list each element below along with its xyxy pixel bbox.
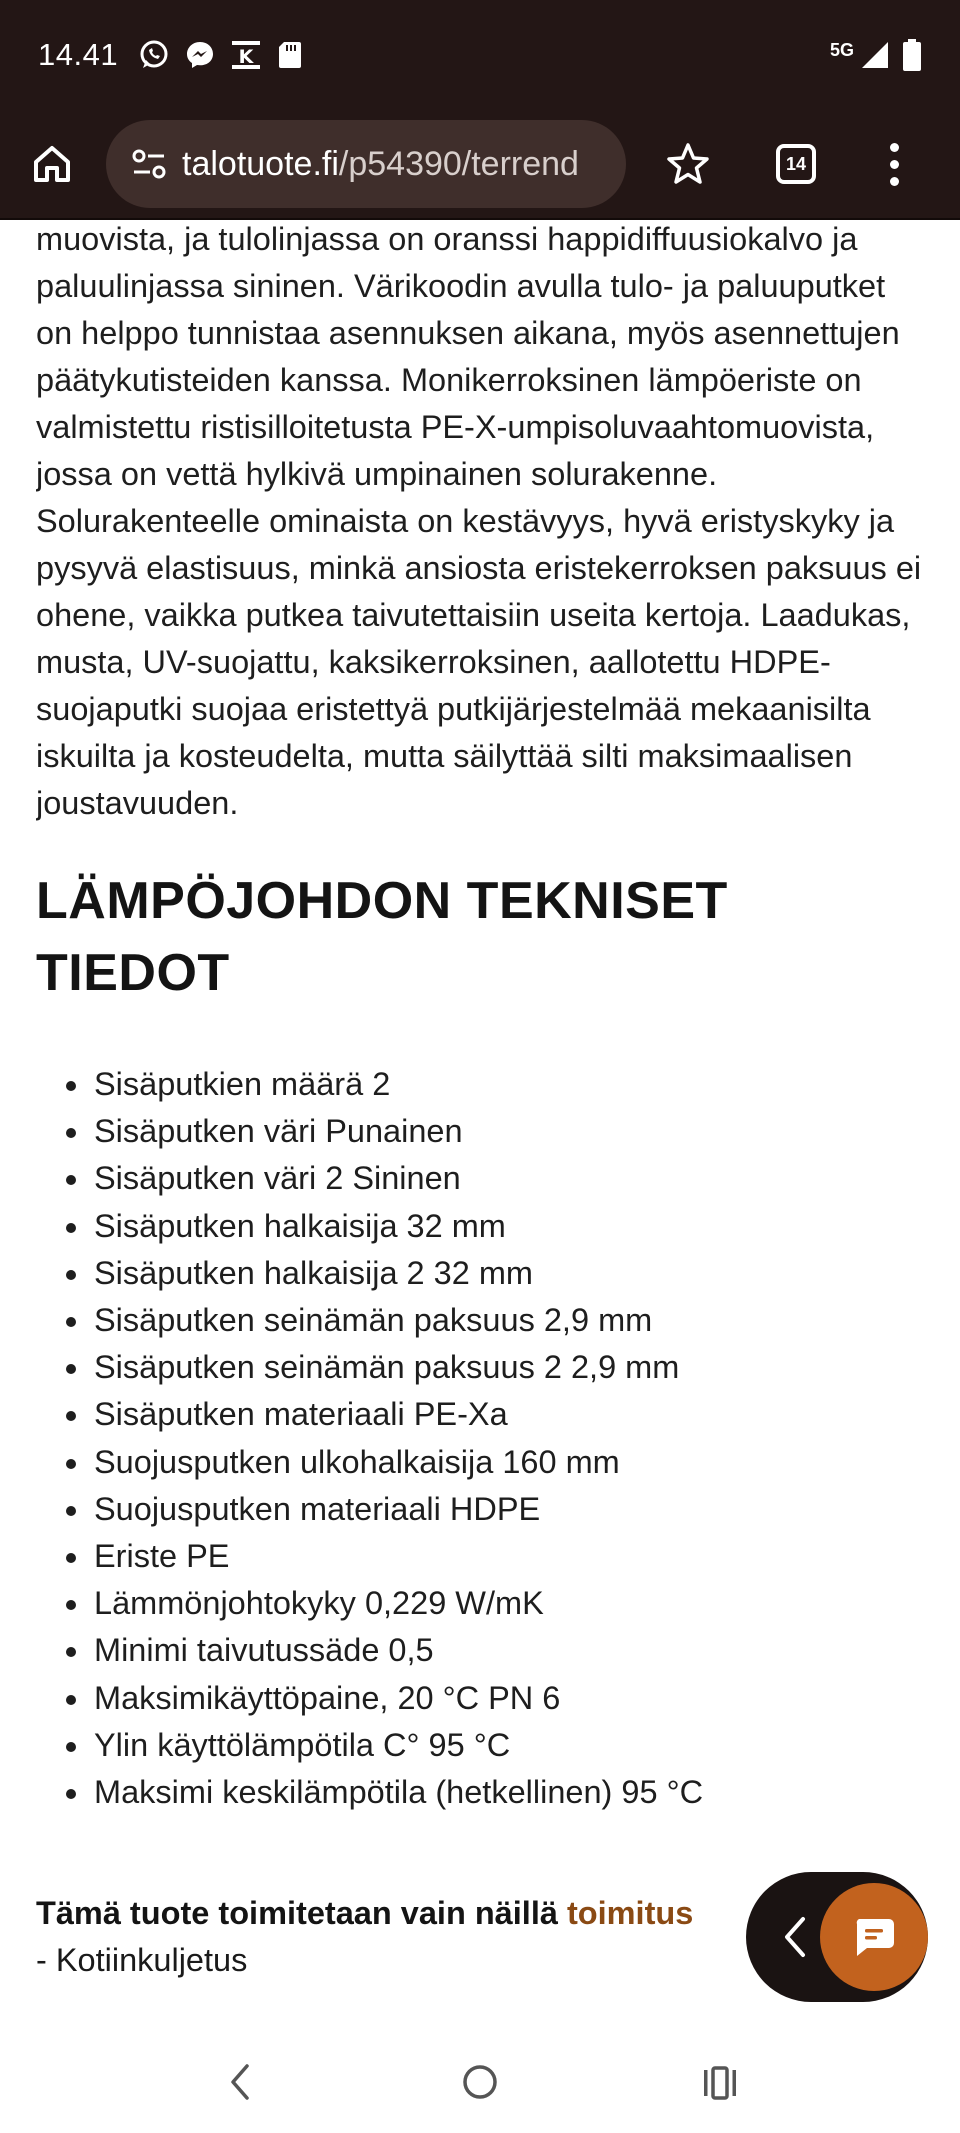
star-icon — [665, 141, 711, 187]
spec-item: Sisäputken halkaisija 2 32 mm — [94, 1250, 924, 1297]
delivery-link[interactable]: toimitus — [566, 1895, 694, 1932]
page-content — [36, 220, 924, 2020]
messenger-icon — [184, 39, 216, 71]
status-bar — [0, 0, 960, 110]
url-text — [182, 145, 579, 184]
spec-item: Sisäputken materiaali PE-Xa — [94, 1391, 924, 1438]
more-icon-dot — [890, 160, 899, 169]
site-settings-icon[interactable] — [130, 145, 168, 183]
recents-icon — [700, 2062, 740, 2102]
home-icon — [30, 142, 74, 186]
tabs-button[interactable] — [764, 132, 828, 196]
back-icon — [225, 2062, 255, 2102]
spec-item: Sisäputken väri 2 Sininen — [94, 1155, 924, 1202]
spec-item: Sisäputken halkaisija 32 mm — [94, 1203, 924, 1250]
more-menu-button[interactable] — [874, 132, 914, 196]
url-path: /p54390/terrend — [338, 144, 579, 183]
spec-item: Lämmönjohtokyky 0,229 W/mK — [94, 1580, 924, 1627]
spec-item: Sisäputken väri Punainen — [94, 1108, 924, 1155]
chat-widget — [746, 1872, 928, 2002]
home-circle-icon — [460, 2062, 500, 2102]
more-icon-dot — [890, 177, 899, 186]
network-label: 5G — [829, 39, 854, 60]
chat-collapse-button[interactable] — [766, 1915, 826, 1959]
signal-icon — [860, 40, 890, 70]
spec-item: Sisäputkien määrä 2 — [94, 1061, 924, 1108]
chat-bubble-icon — [851, 1915, 897, 1959]
spec-item: Minimi taivutussäde 0,5 — [94, 1627, 924, 1674]
chevron-left-icon — [781, 1915, 811, 1959]
spec-item: Suojusputken ulkohalkaisija 160 mm — [94, 1439, 924, 1486]
spec-item: Ylin käyttölämpötila C° 95 °C — [94, 1722, 924, 1769]
spec-item: Maksimi keskilämpötila (hetkellinen) 95 °C — [94, 1769, 924, 1816]
notification-icons — [138, 39, 304, 71]
product-description: muovista, ja tulolinjassa on oranssi happidiffuusiokalvo ja paluulinjassa sininen. Värikoodin avulla tulo- ja paluuputket on helppo tunnistaa asennuksen aikana, myös asennettujen päätykutisteiden kanssa. Monikerroksinen lämpöeriste on valmistettu ristisilloitetusta PE-X-umpisoluvaahtomuovista, jossa on vettä hylkivä umpinainen solurakenne. Solurakenteelle ominaista on kestävyys, hyvä eristyskyky ja pysyvä elastisuus, minkä ansiosta eristekerroksen paksuus ei ohene, vaikka putkea taivutettaisiin useita kertoja. Laadukas, musta, UV-suojattu, kaksikerroksinen, aallotettu HDPE-suojaputki suojaa eristettyä putkijärjestelmää mekaanisilta iskuilta ja kosteudelta, mutta säilyttää silti maksimaalisen joustavuuden. — [36, 221, 922, 821]
chat-button[interactable] — [820, 1883, 928, 1991]
spec-item: Maksimikäyttöpaine, 20 °C PN 6 — [94, 1675, 924, 1722]
url-host: talotuote.fi — [182, 144, 339, 183]
battery-icon — [902, 38, 922, 72]
delivery-option: - Kotiinkuljetus — [36, 1942, 248, 1979]
k-app-icon — [230, 39, 262, 71]
more-icon — [890, 143, 899, 152]
home-button[interactable] — [20, 132, 84, 196]
browser-toolbar — [0, 110, 960, 220]
tabs-icon: 14 — [776, 144, 816, 184]
nav-recents-button[interactable] — [680, 2042, 760, 2122]
address-bar[interactable] — [106, 120, 626, 208]
spec-item: Suojusputken materiaali HDPE — [94, 1486, 924, 1533]
nav-home-button[interactable] — [440, 2042, 520, 2122]
spec-list — [36, 1061, 924, 1816]
sd-card-icon — [276, 39, 304, 71]
delivery-text: Tämä tuote toimitetaan vain näillä — [36, 1895, 567, 1932]
system-navigation-bar — [0, 2030, 960, 2133]
spec-item: Sisäputken seinämän paksuus 2,9 mm — [94, 1297, 924, 1344]
bookmark-button[interactable] — [656, 132, 720, 196]
nav-back-button[interactable] — [200, 2042, 280, 2122]
tech-specs-heading: LÄMPÖJOHDON TEKNISET TIEDOT — [36, 872, 728, 1002]
svg-text:K: K — [238, 46, 254, 68]
status-time: 14.41 — [38, 37, 119, 72]
whatsapp-icon — [138, 39, 170, 71]
system-icons — [830, 38, 922, 72]
spec-item: Eriste PE — [94, 1533, 924, 1580]
spec-item: Sisäputken seinämän paksuus 2 2,9 mm — [94, 1344, 924, 1391]
